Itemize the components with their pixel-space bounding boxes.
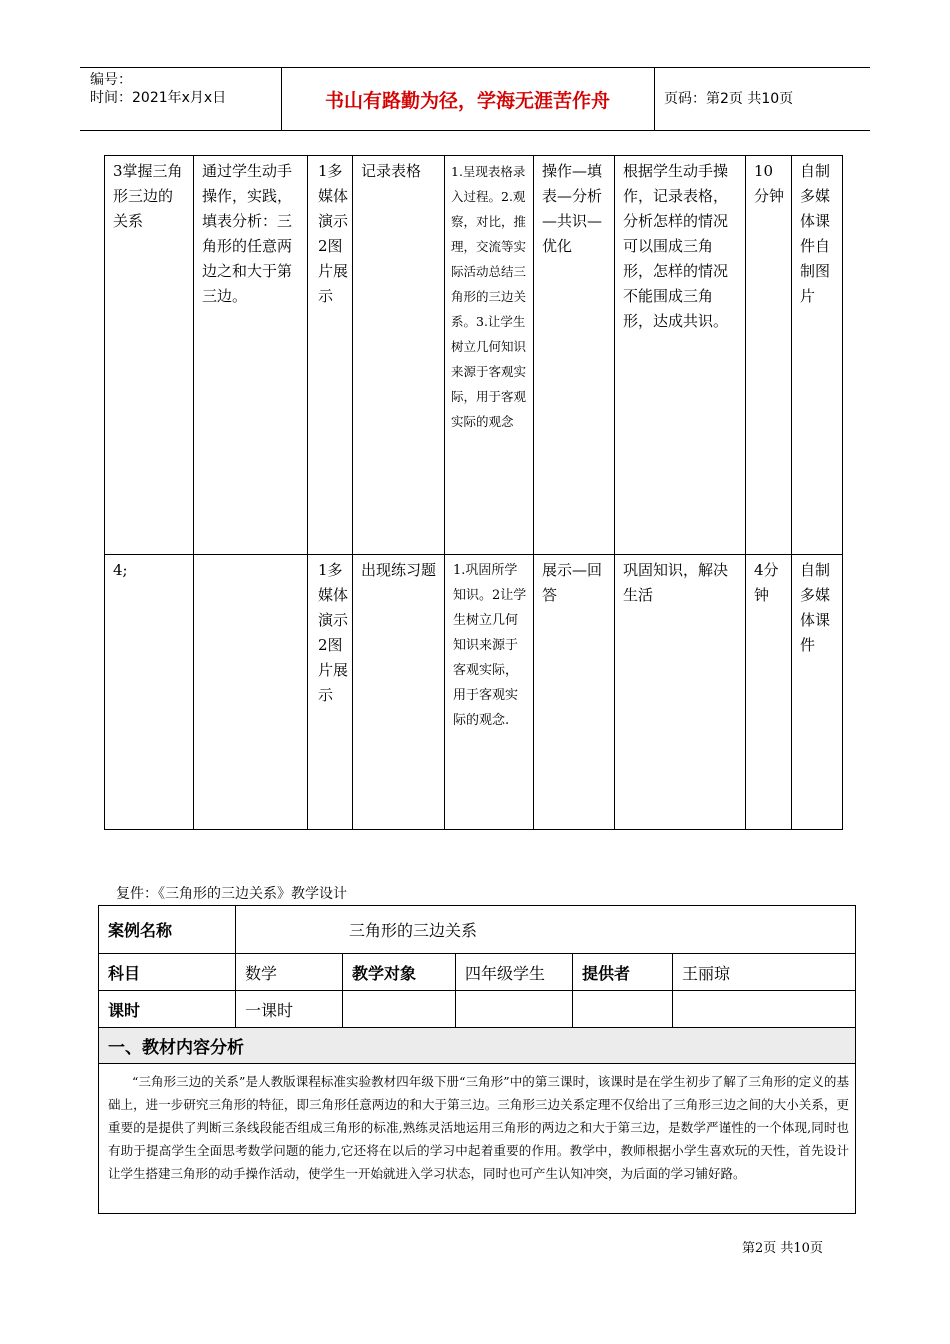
header-motto: 书山有路勤为径，学海无涯苦作舟 <box>324 90 610 112</box>
header-number: 编号： <box>90 72 132 88</box>
time-cell: 10分钟 <box>746 156 792 555</box>
page-footer: 第2页 共10页 <box>742 1241 823 1256</box>
teacher-cell: 记录表格 <box>353 156 445 555</box>
audience-value: 四年级学生 <box>456 954 573 991</box>
student-cell: 1.呈现表格录入过程。2.观察，对比，推理，交流等实际活动总结三角形的三边关系。3.让学生树立几何知识来源于客观实际，用于客观实际的观念 <box>445 156 534 555</box>
media-cell: 1多媒体演示2图片展示 <box>308 555 353 830</box>
section-heading: 一、教材内容分析 <box>99 1028 856 1064</box>
table-row <box>105 555 843 830</box>
activity-cell <box>194 555 308 830</box>
table-row <box>99 906 856 954</box>
step-cell: 4; <box>105 555 194 830</box>
resource-cell: 自制多媒体课件 <box>792 555 843 830</box>
step-cell: 3掌握三角形三边的关系 <box>105 156 194 555</box>
goal-cell: 巩固知识，解决生活 <box>615 555 746 830</box>
audience-label: 教学对象 <box>343 954 456 991</box>
teacher-cell: 出现练习题 <box>353 555 445 830</box>
subject-value: 数学 <box>236 954 343 991</box>
period-label: 课时 <box>99 991 236 1028</box>
empty-cell <box>456 991 573 1028</box>
table-row <box>99 954 856 991</box>
subject-label: 科目 <box>99 954 236 991</box>
attachment-title: 复件：《三角形的三边关系》教学设计 <box>116 886 347 902</box>
header-date: 时间：2021年x月x日 <box>90 90 227 106</box>
case-name-value: 三角形的三边关系 <box>236 906 856 954</box>
activity-cell: 通过学生动手操作，实践，填表分析：三角形的任意两边之和大于第三边。 <box>194 156 308 555</box>
header-divider <box>654 68 655 130</box>
analysis-text: “三角形三边的关系”是人教版课程标准实验教材四年级下册“三角形”中的第三课时，该课时是在学生初步了解了三角形的定义的基础上，进一步研究三角形的特征，即三角形任意两边的和大于第三边。三角形三边关系定理不仅给出了三角形三边之间的大小关系，更重要的是提供了判断三条线段能否组成三角形的标准,熟练灵活地运用三角形的两边之和大于第三边，是数学严谨性的一个体现,同时也有助于提高学生全面思考数学问题的能力,它还将在以后的学习中起着重要的作用。教学中，教师根据小学生喜欢玩的天性，首先设计让学生搭建三角形的动手操作活动，使学生一开始就进入学习状态，同时也可产生认知冲突，为后面的学习铺好路。 <box>108 1074 849 1181</box>
empty-cell <box>673 991 856 1028</box>
media-cell: 1多媒体演示2图片展示 <box>308 156 353 555</box>
resource-cell: 自制多媒体课件自制图片 <box>792 156 843 555</box>
page-header <box>80 67 870 131</box>
flow-cell: 展示—回答 <box>534 555 615 830</box>
provider-value: 王丽琼 <box>673 954 856 991</box>
empty-cell <box>343 991 456 1028</box>
flow-cell: 操作—填表—分析—共识—优化 <box>534 156 615 555</box>
table-row <box>105 156 843 555</box>
goal-cell: 根据学生动手操作，记录表格，分析怎样的情况可以围成三角形，怎样的情况不能围成三角形，达成共识。 <box>615 156 746 555</box>
time-cell: 4分钟 <box>746 555 792 830</box>
header-page-number: 页码：第2页 共10页 <box>664 91 794 107</box>
analysis-paragraph <box>99 1064 856 1214</box>
process-table <box>104 155 843 830</box>
table-row <box>99 1064 856 1214</box>
period-value: 一课时 <box>236 991 343 1028</box>
case-name-label: 案例名称 <box>99 906 236 954</box>
case-table <box>98 905 856 1214</box>
table-row <box>99 1028 856 1064</box>
student-cell: 1.巩固所学知识。2让学生树立几何知识来源于客观实际，用于客观实际的观念. <box>445 555 534 830</box>
table-row <box>99 991 856 1028</box>
provider-label: 提供者 <box>573 954 673 991</box>
header-meta <box>90 71 226 107</box>
empty-cell <box>573 991 673 1028</box>
